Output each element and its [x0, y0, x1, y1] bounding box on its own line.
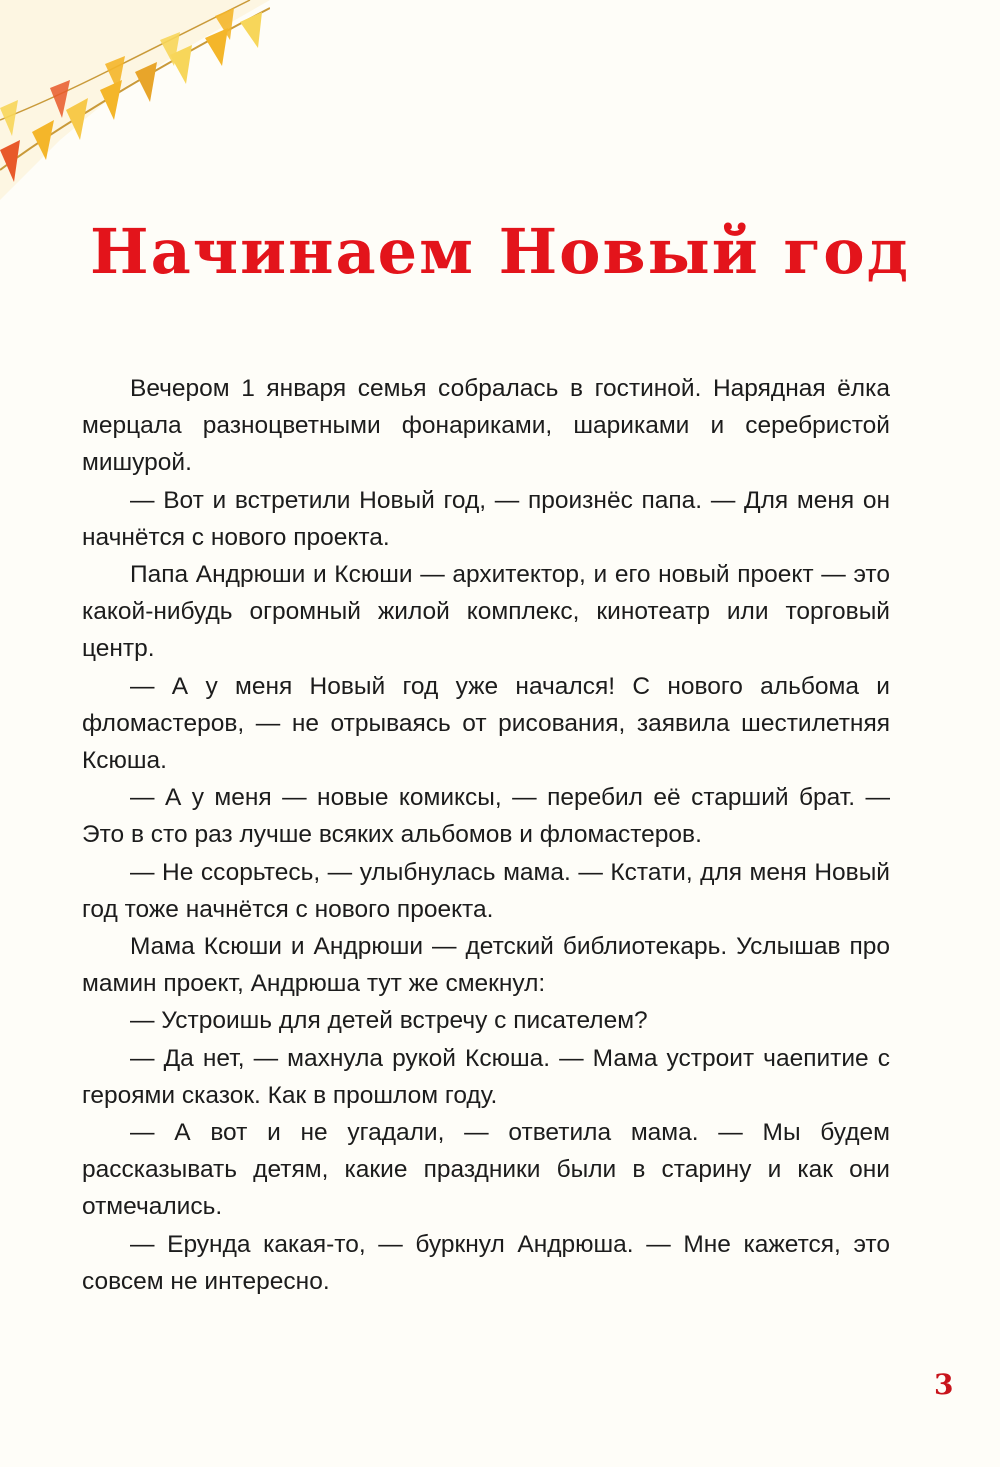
paragraph: — Вот и встретили Новый год, — произнёс папа. — Для меня он начнётся с нового проекта. — [82, 486, 890, 551]
paragraph: — Устроишь для детей встречу с писателем? — [130, 1007, 648, 1035]
paragraph: Папа Андрюши и Ксюши — архитектор, и его новый проект — это какой-нибудь огромный жилой комплекс, кинотеатр или торговый центр. — [82, 561, 890, 663]
paragraph: Мама Ксюши и Андрюши — детский библиотекарь. Услышав про мамин проект, Андрюша тут же смекнул: — [82, 933, 890, 998]
paragraph: — А у меня — новые комиксы, — перебил её старший брат. — Это в сто раз лучше всяких альбомов и фломастеров. — [82, 784, 890, 849]
paragraph: — Не ссорьтесь, — улыбнулась мама. — Кстати, для меня Новый год тоже начнётся с нового проекта. — [82, 858, 890, 923]
page-number: 3 — [934, 1368, 954, 1401]
paragraph: — А вот и не угадали, — ответила мама. — Мы будем рассказывать детям, какие праздники были в старину и как они отмечались. — [82, 1119, 890, 1221]
page-title: Начинаем Новый год — [90, 215, 910, 288]
paragraph: — Да нет, — махнула рукой Ксюша. — Мама устроит чаепитие с героями сказок. Как в прошлом году. — [82, 1044, 890, 1109]
paragraph: — Ерунда какая-то, — буркнул Андрюша. — Мне кажется, это совсем не интересно. — [82, 1230, 890, 1295]
flag-garland-illustration — [0, 0, 270, 220]
paragraph: — А у меня Новый год уже начался! С нового альбома и фломастеров, — не отрываясь от рисования, заявила шестилетняя Ксюша. — [82, 672, 890, 775]
paragraph: Вечером 1 января семья собралась в гостиной. Нарядная ёлка мерцала разноцветными фонариками, шариками и серебристой мишурой. — [82, 375, 890, 477]
story-text — [82, 370, 890, 1300]
